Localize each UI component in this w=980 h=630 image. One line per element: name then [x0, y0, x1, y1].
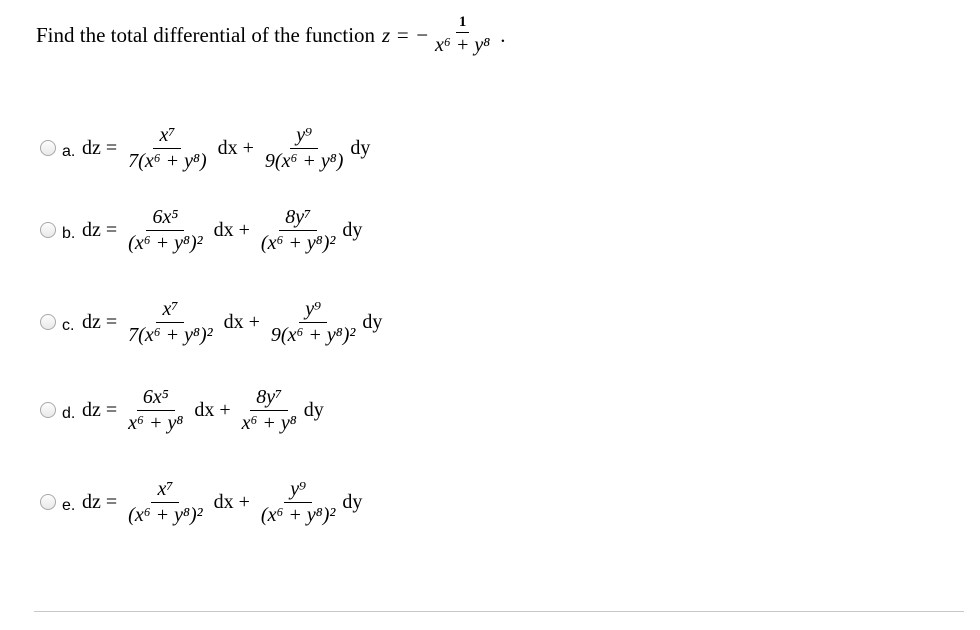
denominator-2: x⁶ + y⁸ — [241, 411, 297, 434]
fraction-1 — [124, 478, 206, 527]
denominator-1: x⁶ + y⁸ — [128, 411, 184, 434]
middle-term: dx + — [223, 310, 260, 333]
numerator-2: y⁹ — [299, 298, 327, 323]
radio-e[interactable] — [40, 494, 56, 510]
numerator-2: 8y⁷ — [279, 206, 317, 231]
lhs: dz = — [82, 310, 118, 333]
option-expression — [82, 386, 324, 435]
option-letter: a. — [62, 143, 76, 160]
fraction-2 — [261, 124, 347, 173]
option-c[interactable] — [40, 282, 382, 362]
option-expression — [82, 298, 382, 347]
middle-term: dx + — [217, 136, 254, 159]
end-term: dy — [303, 398, 324, 421]
numerator-2: y⁹ — [284, 478, 312, 503]
question — [36, 14, 505, 57]
middle-term: dx + — [213, 490, 250, 513]
fraction-1 — [124, 298, 216, 347]
numerator-1: x⁷ — [151, 478, 179, 503]
end-term: dy — [350, 136, 371, 159]
denominator-2: (x⁶ + y⁸)² — [260, 503, 336, 526]
question-numerator: 1 — [456, 14, 470, 33]
option-expression — [82, 124, 370, 173]
lhs: dz = — [82, 490, 118, 513]
question-denominator: x⁶ + y⁸ — [435, 34, 491, 57]
end-term: dy — [342, 218, 363, 241]
lhs: dz = — [82, 136, 118, 159]
option-e[interactable] — [40, 462, 362, 542]
denominator-2: (x⁶ + y⁸)² — [260, 231, 336, 254]
option-expression — [82, 478, 362, 527]
numerator-1: 6x⁵ — [137, 386, 175, 411]
numerator-1: x⁷ — [156, 298, 184, 323]
denominator-1: (x⁶ + y⁸)² — [128, 503, 203, 526]
denominator-2: 9(x⁶ + y⁸)² — [270, 323, 356, 346]
end-term: dy — [342, 490, 363, 513]
denominator-1: (x⁶ + y⁸)² — [128, 231, 203, 254]
end-term: dy — [362, 310, 383, 333]
denominator-1: 7(x⁶ + y⁸)² — [128, 323, 213, 346]
option-d[interactable] — [40, 370, 324, 450]
radio-c[interactable] — [40, 314, 56, 330]
lhs: dz = — [82, 398, 118, 421]
radio-d[interactable] — [40, 402, 56, 418]
fraction-2 — [257, 206, 339, 255]
fraction-1 — [124, 386, 187, 435]
denominator-2: 9(x⁶ + y⁸) — [264, 149, 344, 172]
option-letter: b. — [62, 225, 76, 242]
option-expression — [82, 206, 362, 255]
option-letter: d. — [62, 405, 76, 422]
numerator-1: 6x⁵ — [146, 206, 184, 231]
question-text: Find the total differential of the function — [36, 23, 376, 48]
numerator-2: y⁹ — [290, 124, 318, 149]
option-letter: c. — [62, 317, 75, 334]
option-a[interactable] — [40, 108, 370, 188]
option-b[interactable] — [40, 190, 362, 270]
fraction-2 — [238, 386, 301, 435]
question-period: . — [500, 23, 506, 48]
fraction-2 — [257, 478, 339, 527]
radio-b[interactable] — [40, 222, 56, 238]
fraction-2 — [267, 298, 359, 347]
fraction-1 — [124, 124, 210, 173]
radio-a[interactable] — [40, 140, 56, 156]
divider — [34, 611, 964, 612]
numerator-2: 8y⁷ — [250, 386, 288, 411]
question-fraction — [432, 14, 493, 57]
numerator-1: x⁷ — [153, 124, 181, 149]
denominator-1: 7(x⁶ + y⁸) — [128, 149, 207, 172]
middle-term: dx + — [194, 398, 231, 421]
fraction-1 — [124, 206, 206, 255]
lhs: dz = — [82, 218, 118, 241]
option-letter: e. — [62, 497, 76, 514]
question-lhs: z = − — [382, 23, 430, 48]
middle-term: dx + — [213, 218, 250, 241]
